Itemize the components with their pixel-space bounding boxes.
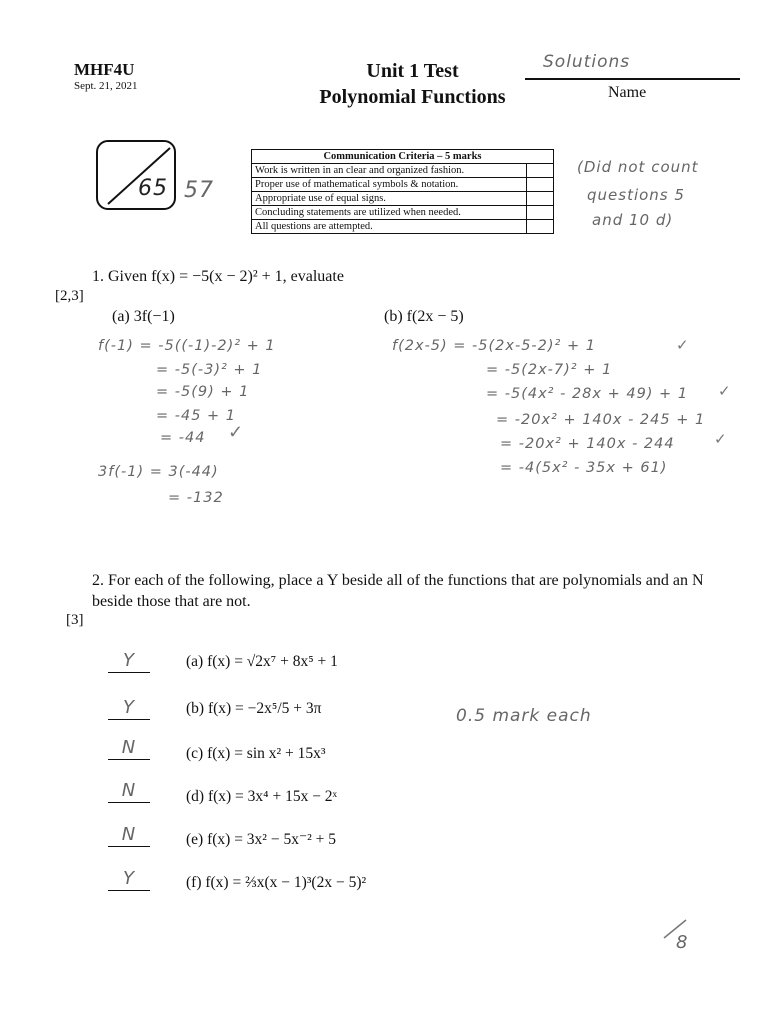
answer-blank[interactable]: N xyxy=(108,824,150,847)
question-2-marks: [3] xyxy=(66,612,84,628)
name-value: Solutions xyxy=(543,52,631,72)
function-option: (c) f(x) = sin x² + 15x³ xyxy=(186,745,326,762)
work-a-line: 3f(-1) = 3(-44) xyxy=(98,464,219,480)
check-mark-icon: ✓ xyxy=(714,432,727,448)
answer-blank[interactable]: N xyxy=(108,780,150,803)
question-1-marks: [2,3] xyxy=(55,288,84,304)
function-option: (d) f(x) = 3x⁴ + 15x − 2ˣ xyxy=(186,788,338,805)
question-2-prompt: 2. For each of the following, place a Y beside all of the functions that are polynomials and an N beside those that are not. xyxy=(92,572,704,610)
work-b-line: = -20x² + 140x - 244 xyxy=(500,436,675,452)
question-points: 8 xyxy=(676,932,689,953)
score-note-line: (Did not count xyxy=(577,158,699,176)
question-1-prompt: 1. Given f(x) = −5(x − 2)² + 1, evaluate xyxy=(92,268,344,285)
work-b-line: = -5(4x² - 28x + 49) + 1 xyxy=(486,386,689,402)
criteria-row: Proper use of mathematical symbols & notation. xyxy=(252,178,554,192)
criteria-row: All questions are attempted. xyxy=(252,220,554,234)
work-a-line: = -44 xyxy=(160,430,206,446)
criteria-row: Concluding statements are utilized when needed. xyxy=(252,206,554,220)
score-adjusted: 57 xyxy=(184,178,214,203)
criteria-row: Appropriate use of equal signs. xyxy=(252,192,554,206)
function-option: (e) f(x) = 3x² − 5x⁻² + 5 xyxy=(186,831,337,848)
work-a-line: = -132 xyxy=(168,490,224,506)
score-note-line: questions 5 xyxy=(587,186,685,204)
check-mark-icon: ✓ xyxy=(228,422,244,442)
criteria-row: Work is written in an clear and organized fashion. xyxy=(252,164,554,178)
work-b-line: f(2x-5) = -5(2x-5-2)² + 1 xyxy=(392,338,596,354)
work-b-line: = -4(5x² - 35x + 61) xyxy=(500,460,668,476)
work-b-line: = -5(2x-7)² + 1 xyxy=(486,362,613,378)
check-mark-icon: ✓ xyxy=(718,384,731,400)
course-code: MHF4U xyxy=(74,60,135,79)
score-note-line: and 10 d) xyxy=(592,211,674,229)
test-date: Sept. 21, 2021 xyxy=(74,80,138,92)
work-a-line: = -5(-3)² + 1 xyxy=(156,362,263,378)
work-a-line: f(-1) = -5((-1)-2)² + 1 xyxy=(98,338,276,354)
question-1b-label: (b) f(2x − 5) xyxy=(384,308,464,325)
name-line xyxy=(525,78,740,80)
answer-blank[interactable]: Y xyxy=(108,868,150,891)
answer-blank[interactable]: Y xyxy=(108,697,150,720)
answer-blank[interactable]: N xyxy=(108,737,150,760)
check-mark-icon: ✓ xyxy=(676,338,689,354)
score-original: 65 xyxy=(138,176,168,201)
function-option: (b) f(x) = −2x⁵/5 + 3π xyxy=(186,700,322,717)
answer-blank[interactable]: Y xyxy=(108,650,150,673)
criteria-title: Communication Criteria – 5 marks xyxy=(252,150,554,164)
test-subtitle: Polynomial Functions xyxy=(319,86,506,108)
communication-criteria-table xyxy=(251,149,554,234)
name-label: Name xyxy=(608,84,647,101)
work-a-line: = -45 + 1 xyxy=(156,408,237,424)
question-1a-label: (a) 3f(−1) xyxy=(112,308,175,325)
work-b-line: = -20x² + 140x - 245 + 1 xyxy=(496,412,706,428)
function-option: (a) f(x) = √2x⁷ + 8x⁵ + 1 xyxy=(186,653,338,670)
test-title: Unit 1 Test xyxy=(366,60,459,82)
function-option: (f) f(x) = ⅔x(x − 1)³(2x − 5)² xyxy=(186,874,367,891)
work-a-line: = -5(9) + 1 xyxy=(156,384,250,400)
grading-note: 0.5 mark each xyxy=(456,706,592,726)
